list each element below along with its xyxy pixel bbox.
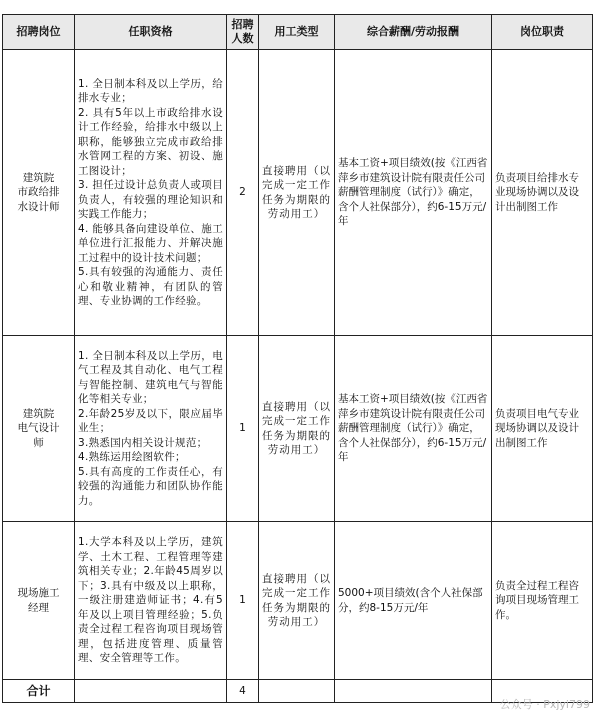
compensation-cell: 基本工资+项目绩效(按《江西省萍乡市建筑设计院有限责任公司薪酬管理制度（试行）》确定，含个人社保部分），约6-15万元/年 bbox=[335, 50, 492, 336]
employment-type-cell: 直接聘用（以完成一定工作任务为期限的劳动用工） bbox=[259, 50, 335, 336]
header-headcount: 招聘 人数 bbox=[227, 15, 259, 50]
qualifications-cell: 1. 全日制本科及以上学历，电气工程及其自动化、电气工程与智能控制、建筑电气与智能化等相关专业； 2.年龄25岁及以下，限应届毕业生； 3.熟悉国内相关设计规范； 4.熟练运用绘图软件； 5.具有高度的工作责任心，有较强的沟通能力和团队协作能力。 bbox=[75, 336, 227, 522]
compensation-cell: 5000+项目绩效(含个人社保部分，约8-15万元/年 bbox=[335, 522, 492, 680]
position-cell: 建筑院 电气设计 师 bbox=[3, 336, 75, 522]
position-cell: 现场施工 经理 bbox=[3, 522, 75, 680]
employment-type-cell: 直接聘用（以完成一定工作任务为期限的劳动用工） bbox=[259, 336, 335, 522]
header-position: 招聘岗位 bbox=[3, 15, 75, 50]
watermark: 公众号 · Pxjyi799 bbox=[499, 698, 590, 711]
total-headcount: 4 bbox=[227, 680, 259, 703]
qualifications-cell: 1.大学本科及以上学历，建筑学、土木工程、工程管理等建筑相关专业；2.年龄45周岁以下；3.具有中级及以上职称，一级注册建造师证书；4.有5年及以上项目管理经验；5.负责全过程工程咨询项目现场管理，包括进度管理、质量管理、安全管理等工作。 bbox=[75, 522, 227, 680]
table-row bbox=[3, 50, 593, 336]
employment-type-cell: 直接聘用（以完成一定工作任务为期限的劳动用工） bbox=[259, 522, 335, 680]
duties-cell: 负责项目给排水专业现场协调以及设计出制图工作 bbox=[492, 50, 593, 336]
total-label: 合计 bbox=[3, 680, 75, 703]
headcount-cell: 1 bbox=[227, 522, 259, 680]
header-qualifications: 任职资格 bbox=[75, 15, 227, 50]
header-row bbox=[3, 15, 593, 50]
header-compensation: 综合薪酬/劳动报酬 bbox=[335, 15, 492, 50]
recruitment-table bbox=[2, 14, 593, 703]
headcount-cell: 2 bbox=[227, 50, 259, 336]
header-duties: 岗位职责 bbox=[492, 15, 593, 50]
compensation-cell: 基本工资+项目绩效(按《江西省萍乡市建筑设计院有限责任公司薪酬管理制度（试行）》确定，含个人社保部分），约6-15万元/年 bbox=[335, 336, 492, 522]
header-employment-type: 用工类型 bbox=[259, 15, 335, 50]
empty-cell bbox=[75, 680, 227, 703]
empty-cell bbox=[259, 680, 335, 703]
qualifications-cell: 1. 全日制本科及以上学历，给排水专业； 2. 具有5年以上市政给排水设计工作经验，给排水中级以上职称，能够独立完成市政给排水管网工程的方案、初设、施工图设计； 3. 担任过设计总负责人或项目负责人，有较强的理论知识和实践工作能力； 4. 能够具备向建设单位、施工单位进行汇报能力、并解决施工过程中的设计技术问题； 5.具有较强的沟通能力、责任心和敬业精神，有团队的管理、专业协调的工作经验。 bbox=[75, 50, 227, 336]
position-cell: 建筑院 市政给排 水设计师 bbox=[3, 50, 75, 336]
table-row bbox=[3, 336, 593, 522]
duties-cell: 负责全过程工程咨询项目现场管理工作。 bbox=[492, 522, 593, 680]
empty-cell bbox=[335, 680, 492, 703]
headcount-cell: 1 bbox=[227, 336, 259, 522]
table-row bbox=[3, 522, 593, 680]
duties-cell: 负责项目电气专业现场协调以及设计出制图工作 bbox=[492, 336, 593, 522]
